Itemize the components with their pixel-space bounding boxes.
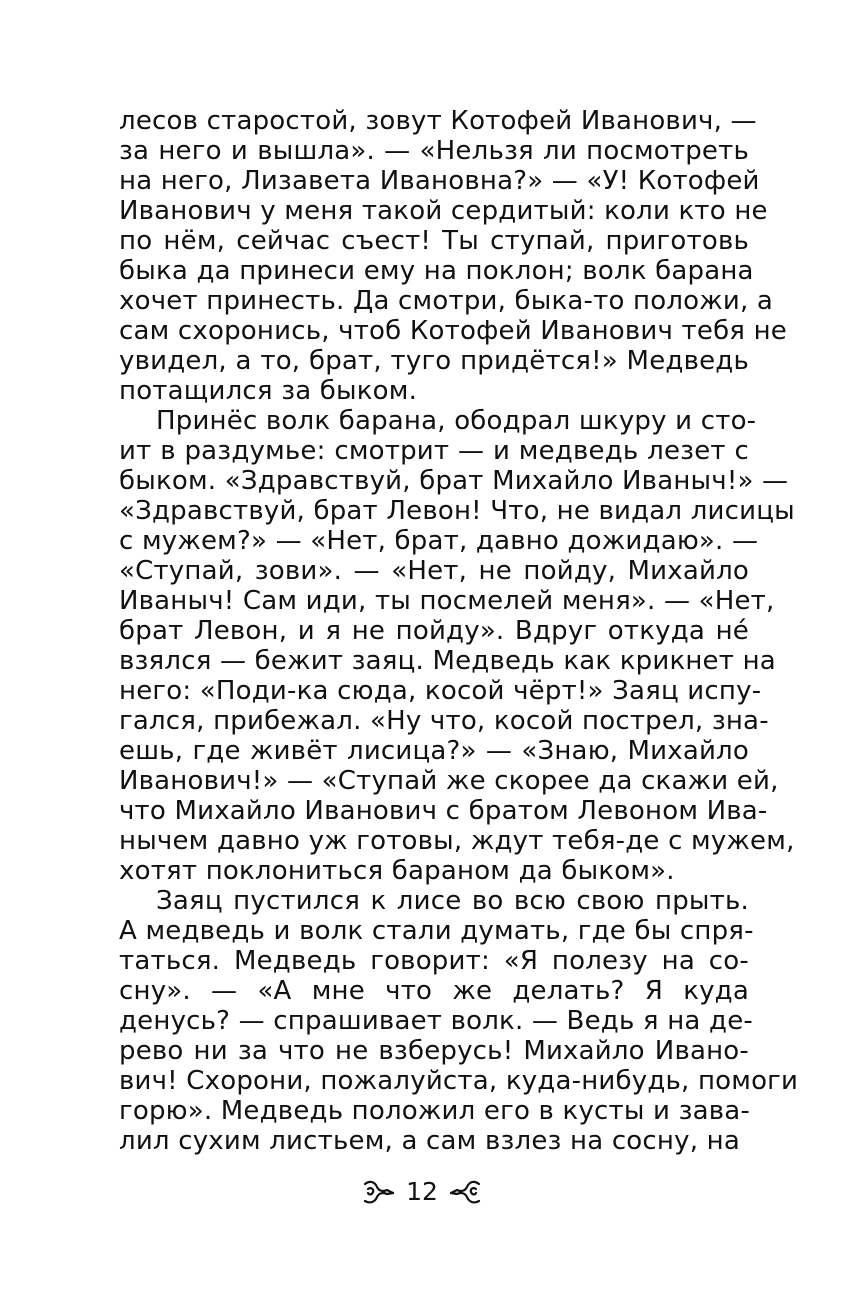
text-line: Заяц пустился к лисе во всю свою прыть. [156,886,749,916]
text-line: ешь, где живёт лисица?» — «Знаю, Михайло [119,736,749,766]
text-line: быком. «Здравствуй, брат Михайло Иваныч!» — [119,466,789,496]
text-line: горю». Медведь положил его в кусты и зава- [119,1096,751,1126]
text-line: гался, прибежал. «Ну что, косой пострел, зна- [119,706,769,736]
text-line: увидел, а то, брат, туго придётся!» Медведь [119,346,749,376]
page-footer [0,1174,844,1210]
text-line: потащился за быком. [119,376,418,406]
ornament-right-icon [448,1177,482,1207]
text-line: ит в раздумье: смотрит — и медведь лезет с [119,436,749,466]
text-line: сам схоронись, чтоб Котофей Иванович тебя не [119,316,788,346]
text-line: таться. Медведь говорит: «Я полезу на со- [119,946,749,976]
text-line: денусь? — спрашивает волк. — Ведь я на де- [119,1006,753,1036]
text-line: хочет принесть. Да смотри, быка-то положи, а [119,286,774,316]
text-line: «Ступай, зови». — «Нет, не пойду, Михайло [119,556,749,586]
text-line: сну». — «А мне что же делать? Я куда [119,976,749,1006]
text-line: брат Левон, и я не пойду». Вдруг откуда не́ [119,616,749,646]
text-line: «Здравствуй, брат Левон! Что, не видал лисицы [119,496,795,526]
text-line: на него, Лизавета Ивановна?» — «У! Котофей [119,166,760,196]
text-line: вич! Схорони, пожалуйста, куда-нибудь, помоги [119,1066,799,1096]
page-number: 12 [406,1177,438,1206]
text-line: Иванович!» — «Ступай же скорее да скажи ей, [119,766,779,796]
text-line: хотят поклониться бараном да быком». [119,856,675,886]
text-line: взялся — бежит заяц. Медведь как крикнет на [119,646,776,676]
text-line: Принёс волк барана, ободрал шкуру и сто- [156,406,757,436]
text-line: лил сухим листьем, а сам взлез на сосну, на [119,1126,740,1156]
text-line: за него и вышла». — «Нельзя ли посмотреть [119,136,749,166]
ornament-left-icon [362,1177,396,1207]
text-line: быка да принеси ему на поклон; волк барана [119,256,754,286]
text-line: него: «Поди-ка сюда, косой чёрт!» Заяц испу- [119,676,762,706]
text-line: Иваныч! Сам иди, ты посмелей меня». — «Нет, [119,586,775,616]
text-line: Иванович у меня такой сердитый: коли кто не [119,196,768,226]
text-line: что Михайло Иванович с братом Левоном Ива- [119,796,768,826]
text-line: А медведь и волк стали думать, где бы спря- [119,916,754,946]
text-line: нычем давно уж готовы, ждут тебя-де с мужем, [119,826,795,856]
text-line: с мужем?» — «Нет, брат, давно дожидаю». — [119,526,759,556]
text-line: рево ни за что не взберусь! Михайло Ивано- [119,1036,749,1066]
text-line: лесов старостой, зовут Котофей Иванович, — [119,106,757,136]
body-text [119,106,799,1156]
text-line: по нём, сейчас съест! Ты ступай, приготовь [119,226,749,256]
